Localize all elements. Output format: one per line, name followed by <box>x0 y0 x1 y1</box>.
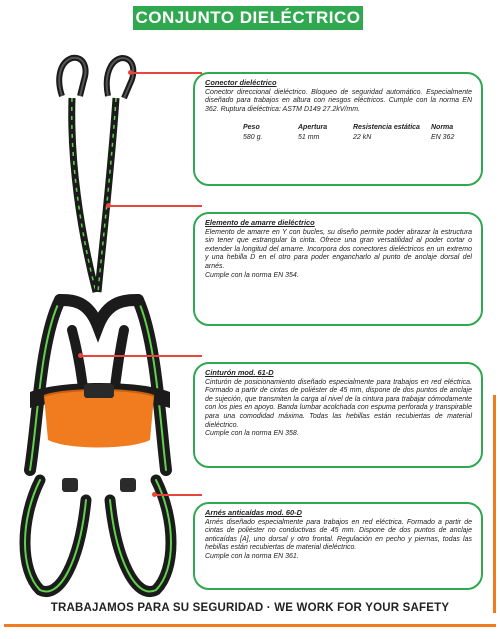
spec-header-opening: Apertura <box>298 124 328 132</box>
box-norm: Cumple con la norma EN 354. <box>205 271 299 279</box>
page-banner: CONJUNTO DIELÉCTRICO <box>133 6 363 30</box>
spec-header-weight: Peso <box>243 124 260 132</box>
pointer-line <box>132 72 202 74</box>
box-title: Elemento de amarre dieléctrico <box>205 218 315 227</box>
connector-description-box <box>193 72 483 186</box>
footer-slogan: TRABAJAMOS PARA SU SEGURIDAD · WE WORK FOR YOUR SAFETY <box>50 602 450 614</box>
left-carabiner-icon <box>59 58 85 96</box>
box-text: Arnés diseñado especialmente para trabajos en red eléctrica. Formado a partir de cintas de poliéster no conductivas de 45 mm. Dispone de dos puntos de anclaje anticaídas [A], uno dorsal y otro frontal. Regulación en pecho y piernas, todas las hebillas están recubiertas de material dieléctrico. <box>205 518 472 552</box>
lanyard-icon <box>72 98 116 292</box>
pointer-line <box>156 494 202 496</box>
buckle-icon <box>62 478 78 492</box>
specs-table <box>243 124 472 142</box>
box-title: Arnés anticaídas mod. 60-D <box>205 508 302 517</box>
spec-value-opening: 51 mm <box>298 133 320 141</box>
spec-value-weight: 580 g. <box>243 133 263 141</box>
right-carabiner-icon <box>107 58 134 98</box>
lanyard-description-box <box>193 212 483 326</box>
box-title: Cinturón mod. 61-D <box>205 368 274 377</box>
buckle-icon <box>120 478 136 492</box>
harness-description-box <box>193 502 483 590</box>
belt-icon <box>30 383 170 448</box>
spec-value-resistance: 22 kN <box>353 133 372 141</box>
box-text: Cinturón de posicionamiento diseñado especialmente para trabajos en red eléctrica. Formado a partir de cintas de poliéster de 45 mm, dispone de dos puntos de anclaje de sujeción, que transmiten la carga al nivel de la cintura para trabajar cómodamente con los pies en apoyo. Banda lumbar acolchada con espuma perforada y transpirable para una comodidad máxima. Todas las hebillas están recubiertas de material dieléctrico. <box>205 378 472 429</box>
belt-description-box <box>193 362 483 468</box>
box-text: Elemento de amarre en Y con bucles, su diseño permite poder abrazar la estructura sin tener que estrangular la cinta. Ofrece una gran versatilidad al poder cortar o extender la longitud del amarre. Incorpora dos conectores dieléctricos en un extremo y una hebilla D en el otro para poder engancharlo al punto de anclaje dorsal del arnés. <box>205 228 472 270</box>
box-norm: Cumple con la norma EN 361. <box>205 552 299 560</box>
spec-value-norm: EN 362 <box>431 133 455 141</box>
box-title: Conector dieléctrico <box>205 78 277 87</box>
box-norm: Cumple con la norma EN 358. <box>205 430 299 438</box>
side-accent-rule <box>493 395 496 613</box>
spec-header-resistance: Resistencia estática <box>353 124 420 132</box>
footer-rule <box>4 624 496 627</box>
spec-header-norm: Norma <box>431 124 454 132</box>
box-text: Conector direccional dieléctrico. Bloqueo de seguridad automático. Especialmente diseñado para trabajos en altura con riesgos eléctricos. Cumple con la norma EN 362. Ruptura dieléctrica: ASTM D149 27.2kV/mm. <box>205 88 472 113</box>
pointer-line <box>82 355 202 357</box>
pointer-line <box>110 205 202 207</box>
